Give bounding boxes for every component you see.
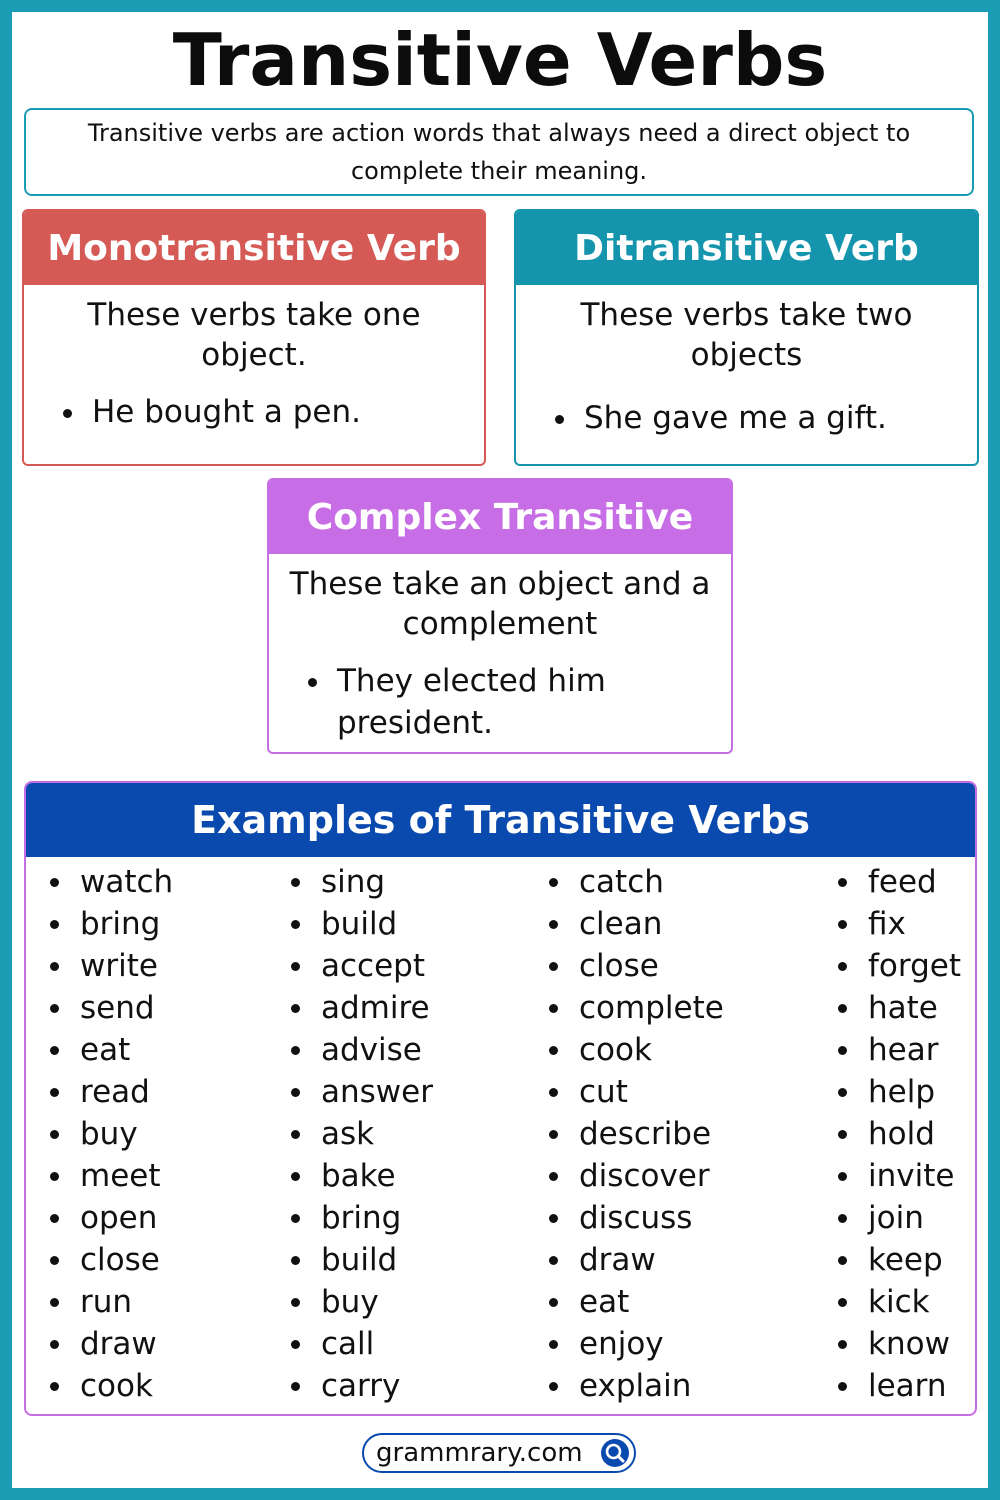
verb-list-item: catch [549, 861, 724, 903]
verb-list-item: clean [549, 903, 724, 945]
intro-box [24, 108, 974, 196]
verb-list-item: bring [291, 1197, 433, 1239]
verb-list-item: open [50, 1197, 173, 1239]
verb-list-item: call [291, 1323, 433, 1365]
complex-transitive-example-list [269, 660, 731, 744]
ditransitive-description: These verbs take two objects [580, 297, 913, 373]
examples-column-1 [50, 861, 173, 1407]
complex-transitive-description: These take an object and a complement [289, 566, 711, 642]
site-link[interactable] [362, 1433, 636, 1473]
verb-list-item: know [838, 1323, 961, 1365]
verb-list-item: sing [291, 861, 433, 903]
verb-list-item: admire [291, 987, 433, 1029]
verb-list-item: build [291, 1239, 433, 1281]
monotransitive-description: These verbs take one object. [87, 297, 421, 373]
complex-transitive-card [267, 478, 733, 754]
verb-list-item: cut [549, 1071, 724, 1113]
verb-list-item: discuss [549, 1197, 724, 1239]
ditransitive-card [514, 209, 979, 466]
ditransitive-example: • She gave me a gift. [580, 397, 977, 439]
verb-list-item: join [838, 1197, 961, 1239]
verb-list-item: accept [291, 945, 433, 987]
verb-list-item: learn [838, 1365, 961, 1407]
complex-transitive-example: • They elected him president. [333, 660, 731, 744]
site-name: grammrary.com [376, 1438, 583, 1468]
verb-list-item: cook [50, 1365, 173, 1407]
verb-list-item: kick [838, 1281, 961, 1323]
intro-text: Transitive verbs are action words that always need a direct object to complete their meaning. [87, 119, 911, 185]
verb-list-item: explain [549, 1365, 724, 1407]
verb-list-item: enjoy [549, 1323, 724, 1365]
complex-transitive-heading: Complex Transitive [269, 480, 731, 554]
verb-list-item: carry [291, 1365, 433, 1407]
monotransitive-heading: Monotransitive Verb [24, 211, 484, 285]
verb-list-item: hear [838, 1029, 961, 1071]
search-icon [600, 1438, 630, 1468]
verb-list-item: help [838, 1071, 961, 1113]
verb-list-item: read [50, 1071, 173, 1113]
verb-list-item: invite [838, 1155, 961, 1197]
verb-list-item: close [549, 945, 724, 987]
verb-list-item: buy [50, 1113, 173, 1155]
verb-list-item: draw [50, 1323, 173, 1365]
verb-list-item: hate [838, 987, 961, 1029]
verb-list-item: build [291, 903, 433, 945]
monotransitive-example: • He bought a pen. [88, 391, 484, 433]
verb-list-item: keep [838, 1239, 961, 1281]
verb-list-item: eat [50, 1029, 173, 1071]
ditransitive-example-list [516, 397, 977, 439]
verb-list-item: cook [549, 1029, 724, 1071]
verb-list-item: fix [838, 903, 961, 945]
verb-list-item: advise [291, 1029, 433, 1071]
verb-list-item: describe [549, 1113, 724, 1155]
verb-list-item: complete [549, 987, 724, 1029]
verb-list-item: answer [291, 1071, 433, 1113]
examples-heading: Examples of Transitive Verbs [26, 783, 975, 857]
verb-list-item: watch [50, 861, 173, 903]
verb-list-item: meet [50, 1155, 173, 1197]
verb-list-item: ask [291, 1113, 433, 1155]
verb-list-item: bring [50, 903, 173, 945]
verb-list-item: write [50, 945, 173, 987]
verb-list-item: feed [838, 861, 961, 903]
verb-list-item: hold [838, 1113, 961, 1155]
page-title: Transitive Verbs [172, 18, 828, 102]
verb-list-item: send [50, 987, 173, 1029]
verb-list-item: close [50, 1239, 173, 1281]
monotransitive-card [22, 209, 486, 466]
verb-list-item: draw [549, 1239, 724, 1281]
examples-column-3 [549, 861, 724, 1407]
examples-section [24, 781, 977, 1416]
verb-list-item: discover [549, 1155, 724, 1197]
verb-list-item: buy [291, 1281, 433, 1323]
verb-list-item: bake [291, 1155, 433, 1197]
verb-list-item: eat [549, 1281, 724, 1323]
verb-list-item: run [50, 1281, 173, 1323]
examples-column-4 [838, 861, 961, 1407]
examples-column-2 [291, 861, 433, 1407]
verb-list-item: forget [838, 945, 961, 987]
ditransitive-heading: Ditransitive Verb [516, 211, 977, 285]
monotransitive-example-list [24, 391, 484, 433]
